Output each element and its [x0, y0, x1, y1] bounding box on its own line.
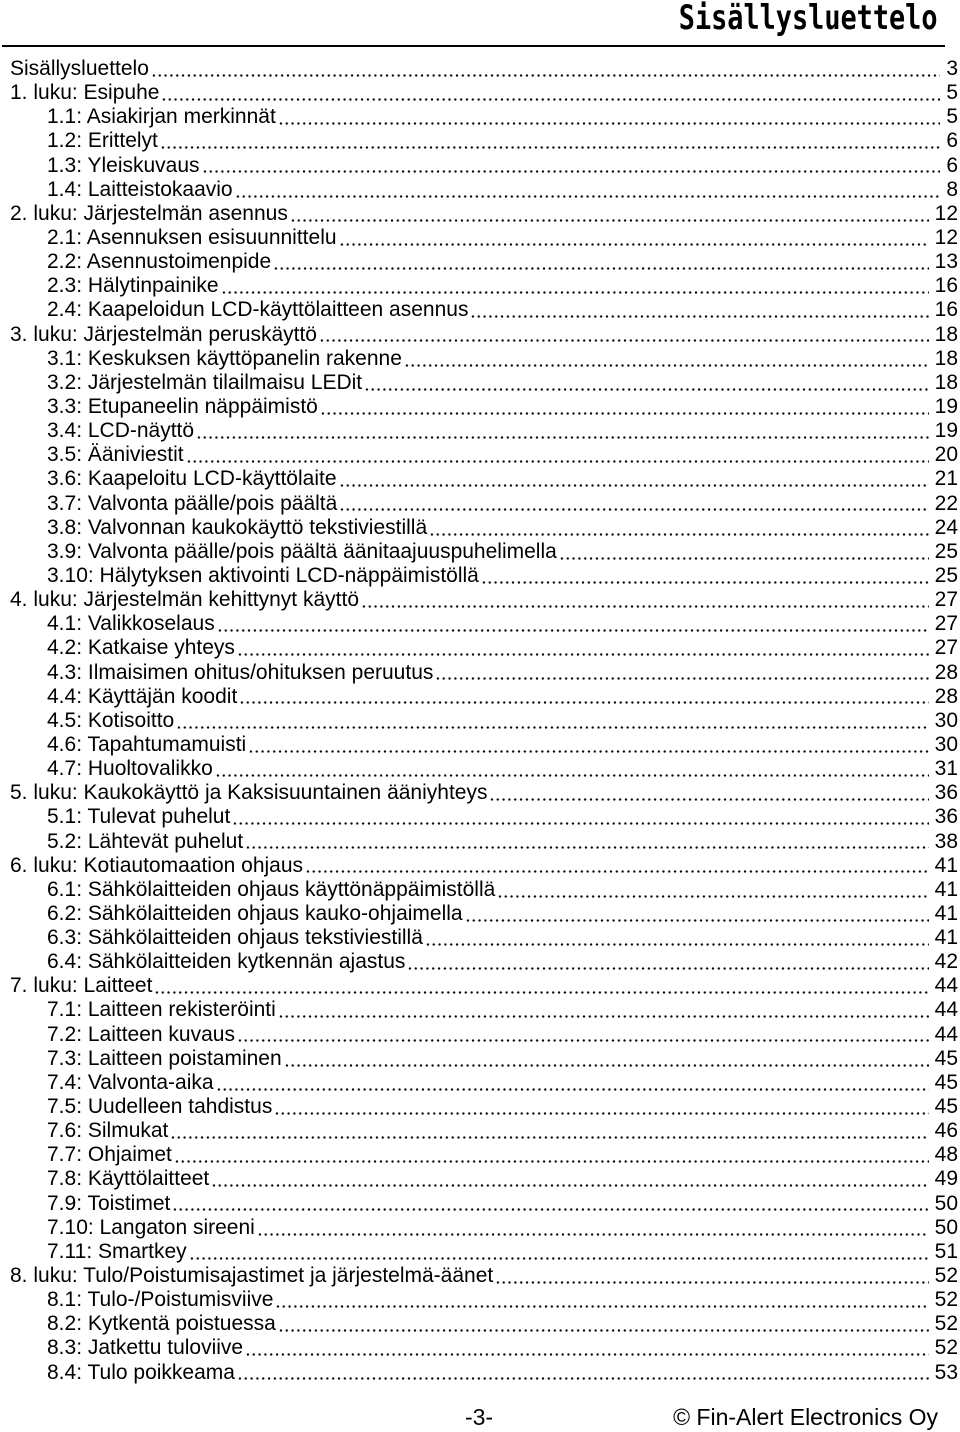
toc-entry-page: 41: [934, 877, 958, 901]
toc-chapter[interactable]: [10, 57, 958, 81]
dot-leader: [320, 395, 929, 419]
dot-leader: [172, 1192, 928, 1216]
toc-entry-page: 44: [934, 998, 958, 1022]
toc-section[interactable]: [10, 1240, 958, 1264]
toc-section[interactable]: [10, 733, 958, 757]
toc-entry-title: 6.3: Sähkölaitteiden ohjaus tekstiviestillä: [47, 926, 423, 950]
toc-entry-title: 2.3: Hälytinpainike: [47, 274, 219, 298]
toc-section[interactable]: [10, 709, 958, 733]
toc-entry-title: 3.3: Etupaneelin näppäimistö: [47, 394, 318, 418]
toc-section[interactable]: [10, 1143, 958, 1167]
toc-entry-page: 42: [934, 950, 958, 974]
toc-entry-page: 5: [946, 105, 958, 129]
toc-section[interactable]: [10, 830, 958, 854]
toc-section[interactable]: [10, 1071, 958, 1095]
dot-leader: [161, 81, 940, 105]
dot-leader: [174, 1143, 929, 1167]
dot-leader: [339, 467, 929, 491]
dot-leader: [278, 998, 929, 1022]
toc-section[interactable]: [10, 998, 958, 1022]
dot-leader: [215, 757, 929, 781]
toc-entry-page: 19: [934, 419, 958, 443]
toc-entry-title: 3.7: Valvonta päälle/pois päältä: [47, 491, 338, 515]
dot-leader: [273, 250, 928, 274]
dot-leader: [211, 1167, 928, 1191]
toc-section[interactable]: [10, 371, 958, 395]
page-header-title: Sisällysluettelo: [679, 0, 938, 38]
toc-entry-page: 44: [934, 974, 958, 998]
dot-leader: [435, 661, 928, 685]
toc-entry-title: 1.2: Erittelyt: [47, 129, 158, 153]
toc-entry-title: 3.6: Kaapeloitu LCD-käyttölaite: [47, 467, 337, 491]
toc-entry-title: 6.2: Sähkölaitteiden ohjaus kauko-ohjaimella: [47, 901, 463, 925]
toc-entry-title: 5.1: Tulevat puhelut: [47, 805, 231, 829]
toc-entry-title: 4.2: Katkaise yhteys: [47, 636, 235, 660]
dot-leader: [425, 926, 929, 950]
toc-section[interactable]: [10, 129, 958, 153]
toc-section[interactable]: [10, 395, 958, 419]
toc-entry-title: 7.5: Uudelleen tahdistus: [47, 1095, 273, 1119]
toc-section[interactable]: [10, 154, 958, 178]
toc-entry-page: 45: [934, 1095, 958, 1119]
toc-entry-title: 7.1: Laitteen rekisteröinti: [47, 998, 276, 1022]
toc-section[interactable]: [10, 1288, 958, 1312]
toc-entry-title: 4.5: Kotisoitto: [47, 708, 175, 732]
toc-entry-page: 38: [934, 829, 958, 853]
toc-entry-title: 1.3: Yleiskuvaus: [47, 153, 200, 177]
toc-entry-page: 19: [934, 394, 958, 418]
toc-entry-title: 2.1: Asennuksen esisuunnittelu: [47, 225, 337, 249]
footer-page-number: -3-: [464, 1404, 494, 1430]
dot-leader: [202, 154, 941, 178]
toc-entry-page: 18: [934, 322, 958, 346]
toc-entry-title: 7.10: Langaton sireeni: [47, 1215, 255, 1239]
toc-entry-page: 28: [934, 684, 958, 708]
toc-entry-title: 6.4: Sähkölaitteiden kytkennän ajastus: [47, 950, 406, 974]
toc-section[interactable]: [10, 685, 958, 709]
toc-entry-title: 7.8: Käyttölaitteet: [47, 1167, 210, 1191]
footer-copyright: © Fin-Alert Electronics Oy: [673, 1404, 938, 1430]
dot-leader: [217, 612, 929, 636]
toc-section[interactable]: [10, 1023, 958, 1047]
dot-leader: [257, 1216, 929, 1240]
dot-leader: [339, 226, 929, 250]
toc-entry-page: 21: [934, 467, 958, 491]
toc-section[interactable]: [10, 492, 958, 516]
toc-entry-title: 4. luku: Järjestelmän kehittynyt käyttö: [10, 588, 359, 612]
toc-section[interactable]: [10, 443, 958, 467]
toc-entry-title: 5.2: Lähtevät puhelut: [47, 829, 244, 853]
dot-leader: [489, 781, 928, 805]
dot-leader: [429, 516, 928, 540]
toc-chapter[interactable]: [10, 781, 958, 805]
dot-leader: [404, 347, 929, 371]
toc-entry-page: 41: [934, 853, 958, 877]
toc-entry-page: 25: [934, 539, 958, 563]
toc-entry-title: 7.11: Smartkey: [47, 1239, 187, 1263]
toc-entry-title: 7. luku: Laitteet: [10, 974, 153, 998]
dot-leader: [160, 129, 940, 153]
toc-entry-page: 52: [934, 1336, 958, 1360]
dot-leader: [275, 1288, 928, 1312]
toc-entry-title: 7.3: Laitteen poistaminen: [47, 1046, 282, 1070]
dot-leader: [495, 1264, 928, 1288]
toc-entry-title: 4.7: Huoltovalikko: [47, 757, 213, 781]
dot-leader: [465, 902, 929, 926]
toc-chapter[interactable]: [10, 323, 958, 347]
toc-section[interactable]: [10, 1095, 958, 1119]
dot-leader: [239, 685, 928, 709]
toc-section[interactable]: [10, 1312, 958, 1336]
toc-entry-title: 1.4: Laitteistokaavio: [47, 177, 233, 201]
toc-entry-title: Sisällysluettelo: [10, 57, 149, 80]
toc-entry-page: 5: [946, 81, 958, 105]
toc-entry-page: 44: [934, 1022, 958, 1046]
toc-entry-page: 16: [934, 298, 958, 322]
toc-entry-title: 3.4: LCD-näyttö: [47, 419, 195, 443]
toc-entry-title: 3.9: Valvonta päälle/pois päältä äänitaajuuspuhelimella: [47, 539, 557, 563]
toc-entry-page: 12: [934, 225, 958, 249]
toc-entry-page: 45: [934, 1070, 958, 1094]
dot-leader: [151, 57, 940, 81]
toc-entry-title: 2.2: Asennustoimenpide: [47, 250, 272, 274]
toc-section[interactable]: [10, 1047, 958, 1071]
toc-entry-page: 41: [934, 926, 958, 950]
toc-entry-title: 7.6: Silmukat: [47, 1119, 169, 1143]
toc-entry-page: 6: [946, 153, 958, 177]
dot-leader: [186, 443, 929, 467]
toc-entry-title: 7.9: Toistimet: [47, 1191, 171, 1215]
toc-entry-page: 46: [934, 1119, 958, 1143]
toc-entry-title: 6.1: Sähkölaitteiden ohjaus käyttönäppäimistöllä: [47, 877, 496, 901]
toc-chapter[interactable]: [10, 81, 958, 105]
toc-entry-page: 36: [934, 805, 958, 829]
dot-leader: [232, 805, 928, 829]
toc-entry-title: 8.2: Kytkentä poistuessa: [47, 1312, 276, 1336]
toc-entry-title: 4.4: Käyttäjän koodit: [47, 684, 238, 708]
dot-leader: [497, 878, 928, 902]
dot-leader: [237, 636, 929, 660]
toc-entry-page: 52: [934, 1288, 958, 1312]
toc-entry-page: 8: [946, 177, 958, 201]
toc-section[interactable]: [10, 1192, 958, 1216]
dot-leader: [196, 419, 929, 443]
toc-entry-title: 3. luku: Järjestelmän peruskäyttö: [10, 322, 317, 346]
toc-entry-title: 8.3: Jatkettu tuloviive: [47, 1336, 244, 1360]
toc-section[interactable]: [10, 516, 958, 540]
toc-entry-page: 20: [934, 443, 958, 467]
toc-section[interactable]: [10, 178, 958, 202]
toc-entry-page: 52: [934, 1312, 958, 1336]
toc-entry-title: 3.8: Valvonnan kaukokäyttö tekstiviestillä: [47, 515, 428, 539]
dot-leader: [364, 371, 929, 395]
toc-section[interactable]: [10, 419, 958, 443]
dot-leader: [284, 1047, 929, 1071]
toc-entry-title: 8.1: Tulo-/Poistumisviive: [47, 1288, 274, 1312]
toc-entry-title: 1. luku: Esipuhe: [10, 81, 160, 105]
toc-section[interactable]: [10, 105, 958, 129]
toc-section[interactable]: [10, 250, 958, 274]
dot-leader: [216, 1071, 929, 1095]
toc-entry-page: 31: [934, 757, 958, 781]
toc-section[interactable]: [10, 226, 958, 250]
dot-leader: [559, 540, 929, 564]
toc-section[interactable]: [10, 540, 958, 564]
toc-entry-page: 45: [934, 1046, 958, 1070]
toc-entry-title: 2.4: Kaapeloidun LCD-käyttölaitteen asennus: [47, 298, 469, 322]
toc-entry-page: 16: [934, 274, 958, 298]
dot-leader: [290, 202, 929, 226]
toc-entry-page: 27: [934, 636, 958, 660]
toc-entry-page: 18: [934, 370, 958, 394]
toc-entry-title: 3.1: Keskuksen käyttöpanelin rakenne: [47, 346, 402, 370]
dot-leader: [248, 733, 928, 757]
toc-entry-page: 3: [946, 57, 958, 80]
toc-entry-page: 18: [934, 346, 958, 370]
dot-leader: [278, 105, 941, 129]
toc-section[interactable]: [10, 564, 958, 588]
toc-section[interactable]: [10, 612, 958, 636]
dot-leader: [237, 1023, 929, 1047]
toc-chapter[interactable]: [10, 1264, 958, 1288]
dot-leader: [245, 1336, 929, 1360]
toc-entry-page: 24: [934, 515, 958, 539]
toc-entry-title: 4.1: Valikkoselaus: [47, 612, 215, 636]
toc-entry-title: 3.10: Hälytyksen aktivointi LCD-näppäimistöllä: [47, 563, 479, 587]
toc-section[interactable]: [10, 347, 958, 371]
toc-section[interactable]: [10, 926, 958, 950]
toc-entry-page: 12: [934, 201, 958, 225]
toc-section[interactable]: [10, 1336, 958, 1360]
toc-entry-page: 27: [934, 612, 958, 636]
toc-entry-page: 36: [934, 781, 958, 805]
toc-entry-page: 51: [934, 1239, 958, 1263]
toc-section[interactable]: [10, 467, 958, 491]
dot-leader: [339, 492, 928, 516]
toc-entry-title: 6. luku: Kotiautomaation ohjaus: [10, 853, 304, 877]
dot-leader: [189, 1240, 929, 1264]
toc-entry-page: 25: [934, 563, 958, 587]
dot-leader: [170, 1119, 928, 1143]
dot-leader: [305, 854, 929, 878]
toc-entry-title: 8. luku: Tulo/Poistumisajastimet ja järjestelmä-äänet: [10, 1264, 494, 1288]
toc-entry-title: 1.1: Asiakirjan merkinnät: [47, 105, 276, 129]
toc-entry-page: 30: [934, 732, 958, 756]
toc-entry-page: 53: [934, 1360, 958, 1384]
toc-entry-page: 30: [934, 708, 958, 732]
dot-leader: [154, 974, 928, 998]
toc-entry-page: 41: [934, 901, 958, 925]
toc-section[interactable]: [10, 950, 958, 974]
toc-entry-title: 5. luku: Kaukokäyttö ja Kaksisuuntainen ääniyhteys: [10, 781, 488, 805]
toc-chapter[interactable]: [10, 202, 958, 226]
toc-section[interactable]: [10, 298, 958, 322]
toc-section[interactable]: [10, 1361, 958, 1385]
toc-entry-page: 27: [934, 588, 958, 612]
dot-leader: [274, 1095, 928, 1119]
toc-section[interactable]: [10, 1216, 958, 1240]
toc-entry-page: 49: [934, 1167, 958, 1191]
toc-entry-page: 52: [934, 1264, 958, 1288]
toc-entry-title: 7.2: Laitteen kuvaus: [47, 1022, 235, 1046]
toc-section[interactable]: [10, 661, 958, 685]
dot-leader: [361, 588, 929, 612]
toc-entry-title: 7.4: Valvonta-aika: [47, 1070, 214, 1094]
toc-entry-page: 48: [934, 1143, 958, 1167]
header-rule: [2, 45, 945, 47]
toc-entry-page: 28: [934, 660, 958, 684]
toc-entry-title: 3.5: Ääniviestit: [47, 443, 184, 467]
toc-section[interactable]: [10, 1167, 958, 1191]
toc-section[interactable]: [10, 636, 958, 660]
dot-leader: [235, 178, 941, 202]
toc-entry-title: 2. luku: Järjestelmän asennus: [10, 201, 288, 225]
toc-entry-title: 8.4: Tulo poikkeama: [47, 1360, 235, 1384]
toc-section[interactable]: [10, 757, 958, 781]
toc-entry-page: 50: [934, 1191, 958, 1215]
dot-leader: [481, 564, 929, 588]
toc-section[interactable]: [10, 805, 958, 829]
toc-entry-title: 3.2: Järjestelmän tilailmaisu LEDit: [47, 370, 363, 394]
dot-leader: [221, 274, 929, 298]
toc-entry-page: 50: [934, 1215, 958, 1239]
toc-section[interactable]: [10, 878, 958, 902]
toc-entry-page: 13: [934, 250, 958, 274]
dot-leader: [470, 298, 928, 322]
toc-section[interactable]: [10, 274, 958, 298]
dot-leader: [278, 1312, 929, 1336]
dot-leader: [407, 950, 928, 974]
toc-chapter[interactable]: [10, 974, 958, 998]
toc-entry-page: 6: [946, 129, 958, 153]
toc-entry-title: 7.7: Ohjaimet: [47, 1143, 172, 1167]
dot-leader: [176, 709, 928, 733]
dot-leader: [245, 830, 928, 854]
dot-leader: [319, 323, 929, 347]
table-of-contents: [10, 57, 958, 1385]
toc-entry-page: 22: [934, 491, 958, 515]
dot-leader: [237, 1361, 929, 1385]
toc-entry-title: 4.6: Tapahtumamuisti: [47, 732, 247, 756]
toc-chapter[interactable]: [10, 588, 958, 612]
toc-section[interactable]: [10, 1119, 958, 1143]
toc-section[interactable]: [10, 902, 958, 926]
toc-entry-title: 4.3: Ilmaisimen ohitus/ohituksen peruutus: [47, 660, 434, 684]
toc-chapter[interactable]: [10, 854, 958, 878]
